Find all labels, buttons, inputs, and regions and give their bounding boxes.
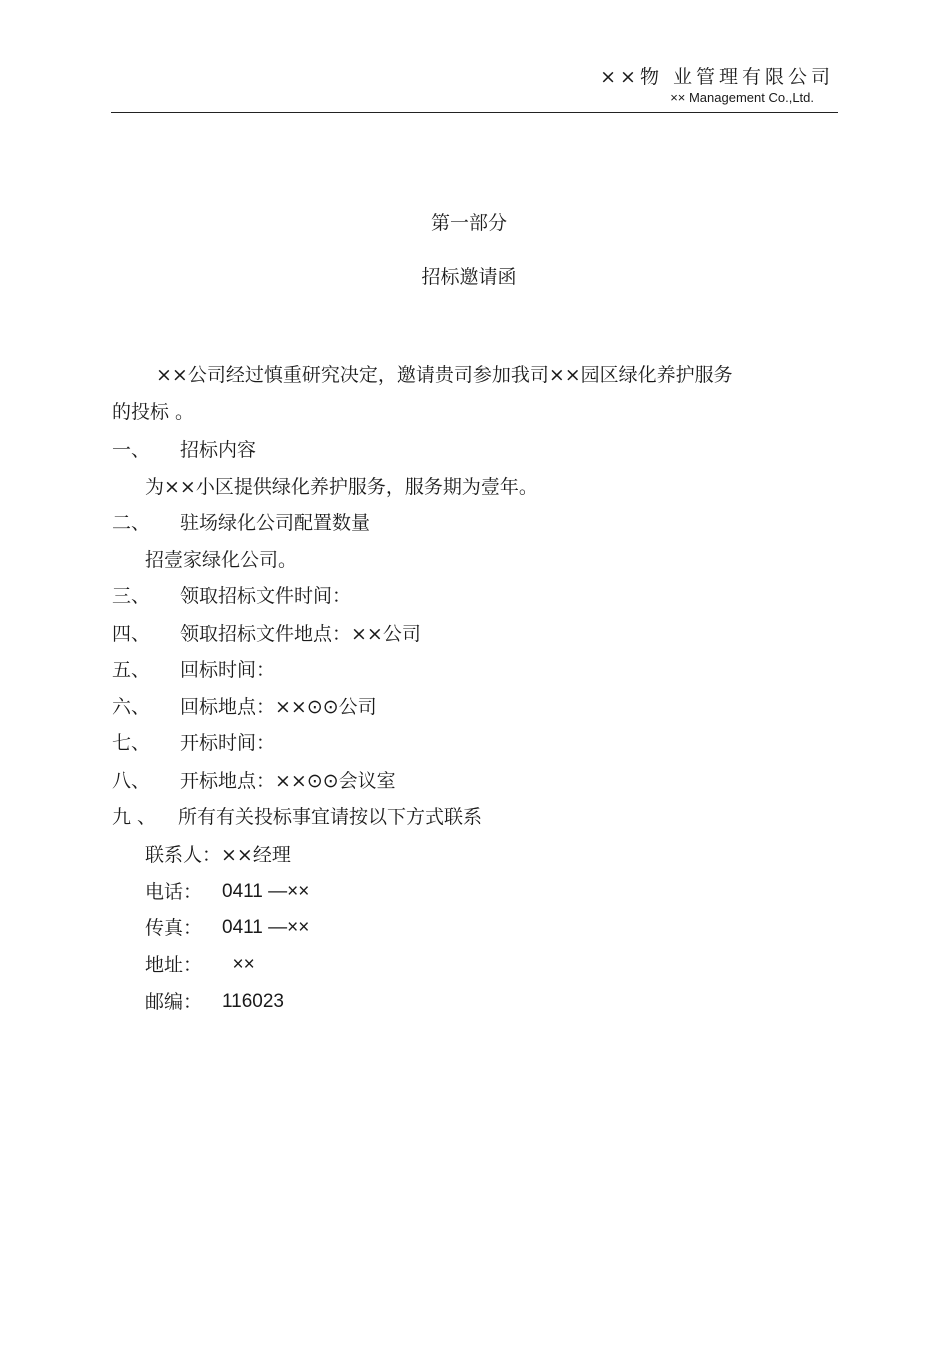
section-number: 二、: [112, 512, 151, 534]
section-number: 七、: [112, 732, 151, 754]
header-divider: [111, 112, 838, 113]
section-number: 九 、: [112, 806, 157, 828]
section-detail: 为××小区提供绿化养护服务，服务期为壹年。: [145, 476, 538, 498]
section-number: 四、: [112, 623, 151, 645]
section-title: 开标地点：××⊙⊙会议室: [180, 770, 396, 792]
address-label: 地址：: [145, 954, 203, 976]
section-number: 一、: [112, 439, 151, 461]
fax-label: 传真：: [145, 917, 203, 939]
section-number: 八、: [112, 770, 151, 792]
section-title: 领取招标文件地点：××公司: [180, 623, 421, 645]
section-detail: 招壹家绿化公司。: [145, 549, 298, 571]
phone-value: 0411 —××: [222, 881, 310, 902]
intro-line-2: 的投标 。: [112, 401, 195, 423]
section-title: 回标时间：: [180, 659, 276, 681]
section-title: 所有有关投标事宜请按以下方式联系: [178, 806, 483, 828]
intro-line-1: ××公司经过慎重研究决定，邀请贵司参加我司××园区绿化养护服务: [156, 364, 733, 386]
header-company-name: ××物 业管理有限公司: [600, 66, 834, 88]
postcode-label: 邮编：: [145, 991, 203, 1013]
fax-value: 0411 —××: [222, 917, 310, 938]
section-title: 领取招标文件时间：: [180, 585, 352, 607]
section-number: 六、: [112, 696, 151, 718]
section-title: 回标地点：××⊙⊙公司: [180, 696, 377, 718]
document-title: 招标邀请函: [421, 266, 517, 288]
section-number: 三、: [112, 585, 151, 607]
section-title: 开标时间：: [180, 732, 276, 754]
phone-label: 电话：: [145, 881, 203, 903]
section-title: 驻场绿化公司配置数量: [180, 512, 371, 534]
address-value: ××: [222, 954, 255, 975]
postcode-value: 116023: [222, 991, 284, 1012]
section-number: 五、: [112, 659, 151, 681]
contact-person: 联系人：××经理: [145, 844, 291, 866]
section-title: 招标内容: [180, 439, 257, 461]
part-title: 第一部分: [430, 212, 507, 234]
header-company-english: ×× Management Co.,Ltd.: [670, 90, 814, 105]
